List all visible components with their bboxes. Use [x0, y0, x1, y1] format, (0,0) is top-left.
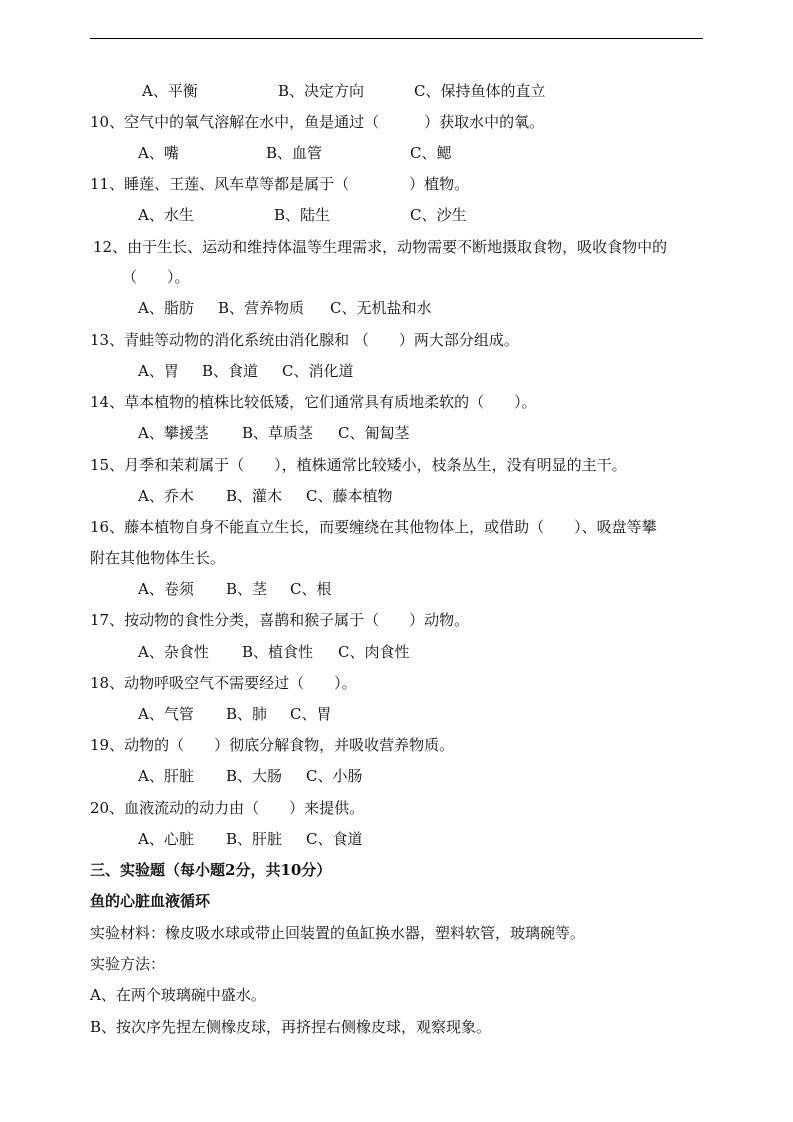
option-a: A、胃: [138, 362, 179, 380]
option-a: A、平衡: [142, 82, 198, 100]
question-16-text: 16、藤本植物自身不能直立生长，而要缠绕在其他物体上，或借助（ ）、吸盘等攀: [90, 518, 657, 536]
option-a: A、嘴: [138, 144, 179, 162]
option-b: B、决定方向: [278, 82, 365, 100]
option-b: B、肺: [226, 705, 268, 723]
experiment-step-b: B、按次序先捏左侧橡皮球，再挤捏右侧橡皮球，观察现象。: [90, 1018, 492, 1036]
question-20-text: 20、血液流动的动力由（ ）来提供。: [90, 799, 365, 817]
section-heading: 三、实验题（每小题2分，共10分）: [90, 861, 332, 879]
option-c: C、鳃: [410, 144, 452, 162]
option-c: C、肉食性: [338, 643, 410, 661]
question-18-text: 18、动物呼吸空气不需要经过（ ）。: [90, 674, 357, 692]
option-b: B、陆生: [274, 206, 331, 224]
option-a: A、脂肪: [138, 299, 194, 317]
option-a: A、卷须: [138, 580, 194, 598]
option-c: C、食道: [306, 830, 363, 848]
option-c: C、沙生: [410, 206, 467, 224]
option-c: C、消化道: [282, 362, 354, 380]
option-b: B、肝脏: [226, 830, 283, 848]
question-15-text: 15、月季和茉莉属于（ ），植株通常比较矮小，枝条丛生，没有明显的主干。: [90, 456, 627, 474]
option-c: C、藤本植物: [306, 487, 393, 505]
option-c: C、胃: [290, 705, 332, 723]
option-b: B、营养物质: [218, 299, 305, 317]
question-17-text: 17、按动物的食性分类，喜鹊和猴子属于（ ）动物。: [90, 611, 470, 629]
question-19-text: 19、动物的（ ）彻底分解食物，并吸收营养物质。: [90, 736, 455, 754]
question-13-text: 13、青蛙等动物的消化系统由消化腺和 （ ）两大部分组成。: [90, 331, 519, 349]
option-b: B、血管: [266, 144, 323, 162]
option-a: A、攀援茎: [138, 424, 209, 442]
option-a: A、气管: [138, 705, 194, 723]
option-a: A、心脏: [138, 830, 194, 848]
option-a: A、杂食性: [138, 643, 209, 661]
experiment-materials: 实验材料：橡皮吸水球或带止回装置的鱼缸换水器，塑料软管，玻璃碗等。: [90, 924, 586, 942]
option-c: C、匍匐茎: [338, 424, 410, 442]
question-11-text: 11、睡莲、王莲、风车草等都是属于（ ）植物。: [90, 175, 470, 193]
question-14-text: 14、草本植物的植株比较低矮，它们通常具有质地柔软的（ ）。: [90, 393, 537, 411]
option-b: B、茎: [226, 580, 268, 598]
option-c: C、根: [290, 580, 332, 598]
option-b: B、草质茎: [242, 424, 314, 442]
question-12-continuation: （ ）。: [122, 268, 190, 286]
option-c: C、无机盐和水: [330, 299, 432, 317]
question-10-text: 10、空气中的氧气溶解在水中，鱼是通过（ ）获取水中的氧。: [90, 113, 545, 131]
option-b: B、大肠: [226, 767, 283, 785]
option-c: C、保持鱼体的直立: [414, 82, 546, 100]
question-12-text: 12、由于生长、运动和维持体温等生理需求，动物需要不断地摄取食物，吸收食物中的: [93, 238, 668, 256]
section-subheading: 鱼的心脏血液循环: [90, 892, 211, 910]
question-16-continuation: 附在其他物体生长。: [90, 549, 226, 567]
option-b: B、灌木: [226, 487, 283, 505]
option-b: B、食道: [202, 362, 259, 380]
option-a: A、肝脏: [138, 767, 194, 785]
experiment-method-label: 实验方法：: [90, 955, 166, 973]
option-b: B、植食性: [242, 643, 314, 661]
option-a: A、乔木: [138, 487, 194, 505]
experiment-step-a: A、在两个玻璃碗中盛水。: [90, 986, 266, 1004]
option-c: C、小肠: [306, 767, 363, 785]
header-rule: [90, 38, 703, 39]
option-a: A、水生: [138, 206, 194, 224]
